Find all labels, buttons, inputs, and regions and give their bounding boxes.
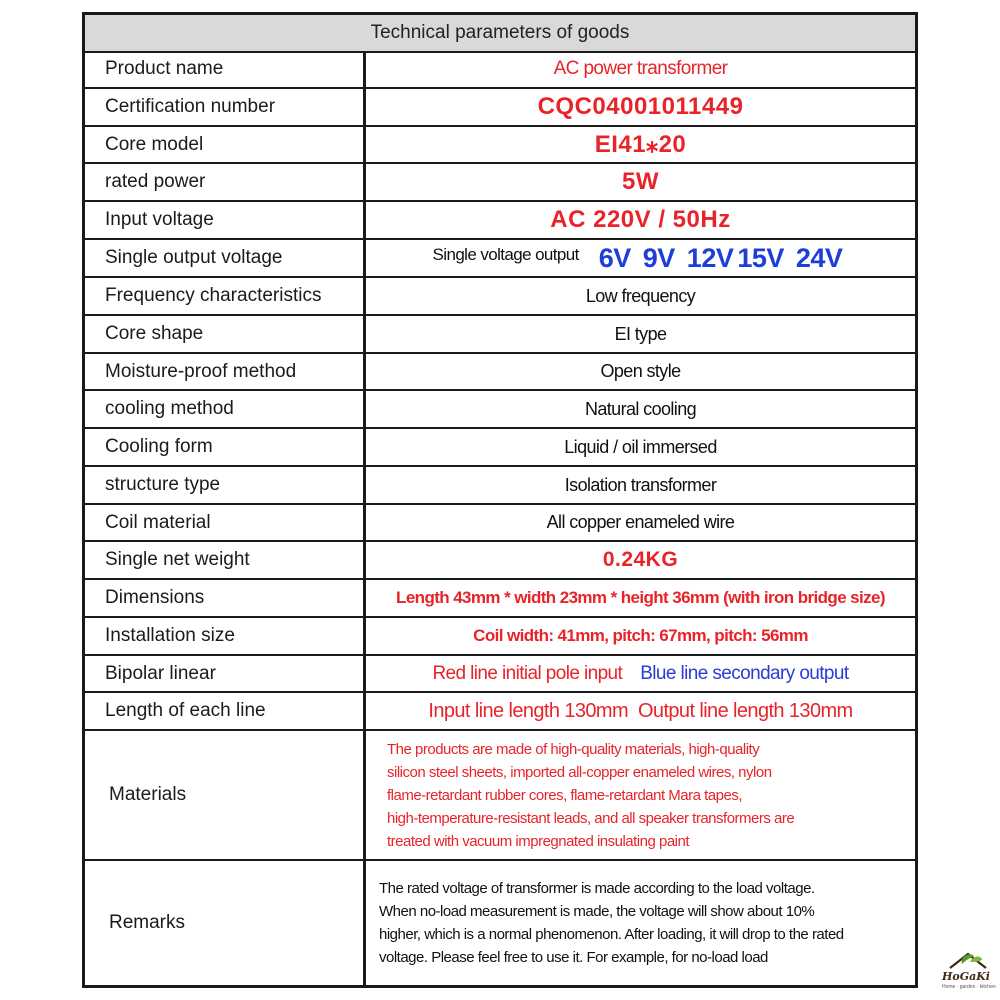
- row-materials: [85, 731, 915, 861]
- logo-tagline: Home · garden · kitchen: [942, 984, 996, 990]
- row-label: Certification number: [85, 89, 366, 125]
- remarks-text: [379, 877, 844, 969]
- row-label: Materials: [85, 731, 366, 859]
- row-value: 5W: [622, 168, 659, 195]
- row-bipolar-linear: [85, 656, 915, 693]
- row-value: EI type: [614, 323, 667, 344]
- row-cooling-method: [85, 391, 915, 429]
- row-value: [366, 861, 915, 985]
- row-label: Single output voltage: [85, 240, 366, 276]
- row-value: Isolation transformer: [564, 474, 717, 495]
- row-coil-material: [85, 505, 915, 542]
- text-line: The products are made of high-quality materials, high-quality: [387, 740, 760, 758]
- voltage-option: 24V: [795, 242, 843, 273]
- voltage-option: 15V: [737, 242, 784, 273]
- text-line: treated with vacuum impregnated insulating paint: [387, 832, 690, 850]
- row-label: Installation size: [85, 618, 366, 654]
- text-line: silicon steel sheets, imported all-copper enameled wires, nylon: [387, 763, 772, 781]
- voltage-prefix: Single voltage output: [432, 245, 579, 264]
- row-value: AC 220V / 50Hz: [550, 206, 731, 233]
- materials-text: [387, 738, 794, 853]
- row-value: Open style: [600, 361, 681, 381]
- logo-name: HoGaKi: [942, 970, 990, 983]
- row-label: Product name: [85, 51, 366, 87]
- row-label: Core shape: [85, 316, 366, 352]
- row-label: Cooling form: [85, 429, 366, 465]
- row-core-shape: [85, 316, 915, 354]
- row-label: structure type: [85, 467, 366, 503]
- row-value: Length 43mm * width 23mm * height 36mm (with iron bridge size): [396, 588, 885, 607]
- row-label: Core model: [85, 127, 366, 162]
- row-value: Coil width: 41mm, pitch: 67mm, pitch: 56mm: [473, 626, 808, 645]
- row-value: CQC04001011449: [537, 93, 744, 120]
- row-length-of-each-line: [85, 693, 915, 731]
- row-label: Dimensions: [85, 580, 366, 616]
- blue-line-note: Blue line secondary output: [640, 662, 849, 684]
- row-input-voltage: [85, 202, 915, 240]
- row-label: rated power: [85, 164, 366, 200]
- row-value: EI41⁎20: [594, 131, 687, 158]
- row-label: Coil material: [85, 505, 366, 540]
- row-label: Length of each line: [85, 693, 366, 729]
- row-core-model: [85, 127, 915, 164]
- row-value: [366, 240, 915, 276]
- text-line: higher, which is a normal phenomenon. After loading, it will drop to the rated: [379, 926, 844, 943]
- row-value: Liquid / oil immersed: [564, 436, 717, 457]
- row-value: AC power transformer: [553, 58, 728, 79]
- row-moisture-proof-method: [85, 354, 915, 391]
- row-single-net-weight: [85, 542, 915, 580]
- voltage-option: 9V: [642, 242, 675, 273]
- row-certification-number: [85, 89, 915, 127]
- row-frequency-characteristics: [85, 278, 915, 316]
- parameters-table: [82, 12, 918, 988]
- voltage-option: 12V: [686, 242, 734, 273]
- row-value: [366, 731, 915, 859]
- row-label: Frequency characteristics: [85, 278, 366, 314]
- row-label: Input voltage: [85, 202, 366, 238]
- text-line: When no-load measurement is made, the voltage will show about 10%: [379, 903, 815, 920]
- row-value: [366, 656, 915, 691]
- voltage-option: 6V: [598, 242, 631, 273]
- row-value: Low frequency: [585, 285, 696, 306]
- text-line: The rated voltage of transformer is made according to the load voltage.: [379, 880, 815, 897]
- text-line: voltage. Please feel free to use it. For example, for no-load load: [379, 949, 768, 966]
- red-line-note: Red line initial pole input: [432, 662, 623, 684]
- row-dimensions: [85, 580, 915, 618]
- row-cooling-form: [85, 429, 915, 467]
- row-installation-size: [85, 618, 915, 656]
- text-line: high-temperature-resistant leads, and all speaker transformers are: [387, 809, 795, 827]
- row-remarks: [85, 861, 915, 985]
- row-single-output-voltage: [85, 240, 915, 278]
- row-label: Moisture-proof method: [85, 354, 366, 389]
- row-label: cooling method: [85, 391, 366, 427]
- row-value: All copper enameled wire: [546, 512, 735, 532]
- row-rated-power: [85, 164, 915, 202]
- row-value: 0.24KG: [602, 548, 679, 571]
- row-value: Input line length 130mm Output line length 130mm: [428, 699, 853, 722]
- row-product-name: [85, 51, 915, 89]
- table-title: Technical parameters of goods: [85, 15, 915, 53]
- row-label: Remarks: [85, 861, 366, 985]
- row-label: Bipolar linear: [85, 656, 366, 691]
- row-label: Single net weight: [85, 542, 366, 578]
- text-line: flame-retardant rubber cores, flame-retardant Mara tapes,: [387, 786, 743, 804]
- row-value: Natural cooling: [584, 398, 697, 419]
- row-structure-type: [85, 467, 915, 505]
